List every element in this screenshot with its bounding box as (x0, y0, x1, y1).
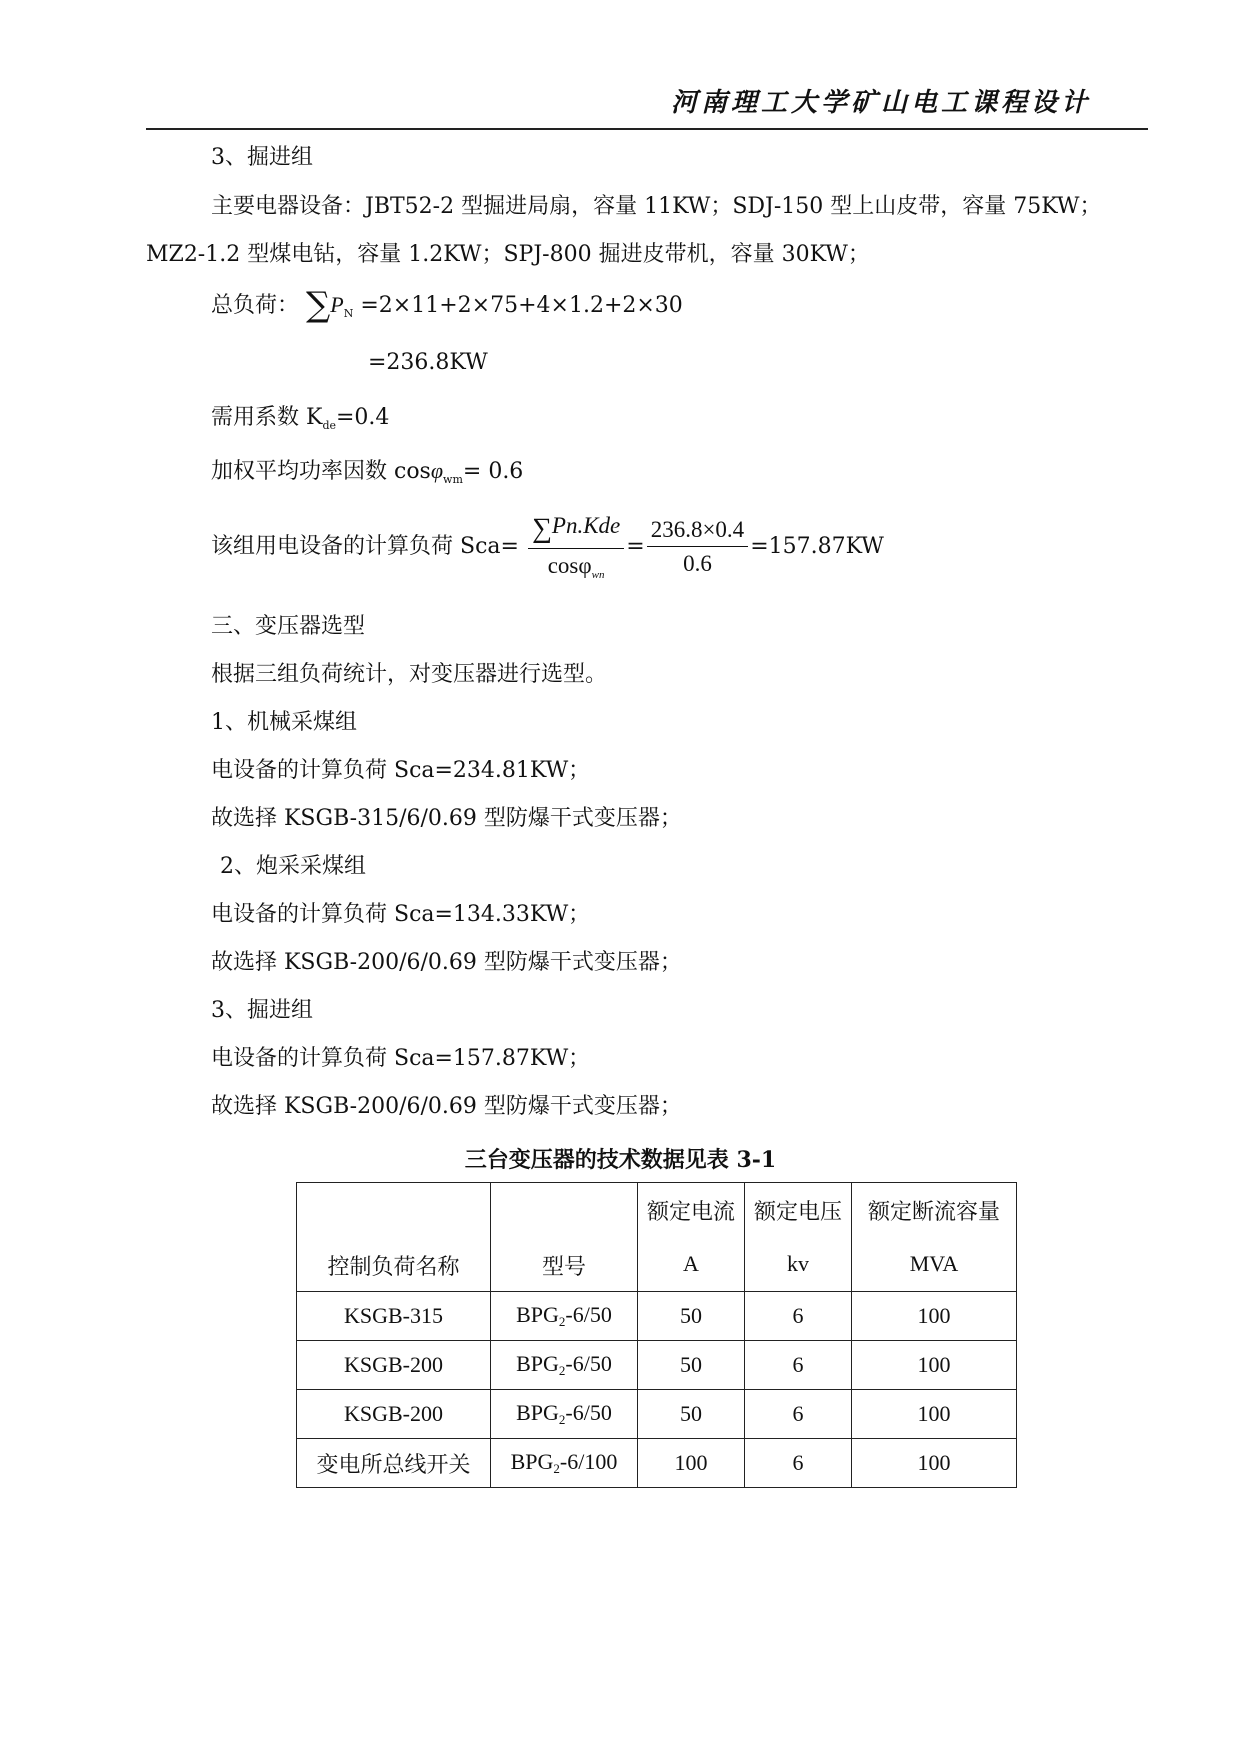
cell-load-name: KSGB-315 (297, 1292, 491, 1341)
power-factor-line (211, 454, 523, 486)
cell-model: BPG2-6/50 (491, 1292, 638, 1341)
group2-title: 2、炮采采煤组 (220, 854, 366, 879)
cell-capacity: 100 (852, 1439, 1017, 1488)
table-row (297, 1341, 1017, 1390)
sigma-symbol: ∑ (531, 513, 552, 544)
document-header-title: 河南理工大学矿山电工课程设计 (670, 88, 1091, 118)
cell-model: BPG2-6/100 (491, 1439, 638, 1488)
group1-load: 电设备的计算负荷 Sca=234.81KW； (211, 758, 591, 783)
group1-choice: 故选择 KSGB-315/6/0.69 型防爆干式变压器； (211, 806, 682, 831)
cell-voltage: 6 (745, 1439, 852, 1488)
group1-title: 1、机械采煤组 (211, 710, 357, 735)
cell-current: 50 (638, 1390, 745, 1439)
fraction-denominator-subscript: wn (591, 569, 605, 581)
group3-load: 电设备的计算负荷 Sca=157.87KW； (211, 1046, 591, 1071)
power-subscript: N (343, 307, 354, 320)
cell-capacity: 100 (852, 1341, 1017, 1390)
cell-load-name: KSGB-200 (297, 1341, 491, 1390)
cell-voltage: 6 (745, 1292, 852, 1341)
header-model: 型号 (491, 1183, 638, 1292)
table-caption: 三台变压器的技术数据见表 3-1 (464, 1147, 777, 1173)
unit-current: A (638, 1237, 745, 1292)
transformer-intro: 根据三组负荷统计，对变压器进行选型。 (211, 662, 608, 687)
header-rated-voltage: 额定电压 (745, 1183, 852, 1238)
power-factor-value: = 0.6 (462, 459, 524, 484)
total-load-label: 总负荷： (211, 293, 300, 318)
cell-current: 50 (638, 1341, 745, 1390)
equipment-line-2: MZ2-1.2 型煤电钻，容量 1.2KW；SPJ-800 掘进皮带机，容量 30KW； (146, 242, 870, 267)
calculated-load-formula: 该组用电设备的计算负荷 Sca= $\frac{\text{∑Pn.Kde}}{\cos\varphi_{wn}}$ = $\frac{236.8\times 0.4}{0.6}$ =157.87KW (211, 513, 884, 581)
demand-factor-line (211, 400, 389, 432)
calculated-load-label: 该组用电设备的计算负荷 Sca= (211, 534, 519, 559)
transformer-spec-table (296, 1182, 1017, 1488)
group2-load: 电设备的计算负荷 Sca=134.33KW； (211, 902, 591, 927)
cell-model: BPG2-6/50 (491, 1390, 638, 1439)
fraction-numerator: Pn.Kde (551, 513, 621, 538)
cell-model: BPG2-6/50 (491, 1341, 638, 1390)
table-row (297, 1390, 1017, 1439)
demand-factor-label: 需用系数 K (211, 405, 323, 430)
fraction-numeric-numerator: 236.8×0.4 (647, 517, 748, 547)
unit-voltage: kv (745, 1237, 852, 1292)
cell-current: 100 (638, 1439, 745, 1488)
formula-fraction-symbolic (528, 513, 624, 581)
sigma-symbol: ∑ (306, 285, 331, 325)
demand-factor-value: =0.4 (336, 405, 390, 430)
cell-capacity: 100 (852, 1292, 1017, 1341)
calculated-load-result: =157.87KW (750, 534, 884, 559)
group3-choice: 故选择 KSGB-200/6/0.69 型防爆干式变压器； (211, 1094, 682, 1119)
total-load-expression: =2×11+2×75+4×1.2+2×30 (360, 293, 683, 318)
header-rated-current: 额定电流 (638, 1183, 745, 1238)
cell-load-name: KSGB-200 (297, 1390, 491, 1439)
demand-factor-subscript: de (322, 419, 336, 432)
table-header-row (297, 1183, 1017, 1238)
power-factor-label: 加权平均功率因数 cos (211, 459, 431, 484)
table-row (297, 1292, 1017, 1341)
cell-voltage: 6 (745, 1341, 852, 1390)
cell-capacity: 100 (852, 1390, 1017, 1439)
phi-symbol: φ (430, 458, 444, 483)
unit-capacity: MVA (852, 1237, 1017, 1292)
fraction-denominator: cosφ (547, 553, 592, 578)
power-factor-subscript: wm (443, 473, 463, 486)
header-breaking-capacity: 额定断流容量 (852, 1183, 1017, 1238)
total-load-formula (211, 285, 683, 325)
table-row (297, 1439, 1017, 1488)
group2-choice: 故选择 KSGB-200/6/0.69 型防爆干式变压器； (211, 950, 682, 975)
fraction-numeric-denominator: 0.6 (683, 551, 712, 576)
header-divider (146, 128, 1148, 130)
power-symbol: P (330, 292, 344, 317)
cell-voltage: 6 (745, 1390, 852, 1439)
total-load-result: =236.8KW (368, 350, 488, 375)
section-heading-transformer: 三、变压器选型 (211, 614, 366, 639)
section-heading-tunneling: 3、掘进组 (211, 145, 313, 170)
cell-current: 50 (638, 1292, 745, 1341)
cell-load-name: 变电所总线开关 (297, 1439, 491, 1488)
equipment-line-1: 主要电器设备：JBT52-2 型掘进局扇，容量 11KW；SDJ-150 型上山皮带，容量 75KW； (211, 194, 1102, 219)
header-load-name: 控制负荷名称 (297, 1183, 491, 1292)
group3-title: 3、掘进组 (211, 998, 313, 1023)
formula-fraction-numeric (647, 517, 748, 577)
